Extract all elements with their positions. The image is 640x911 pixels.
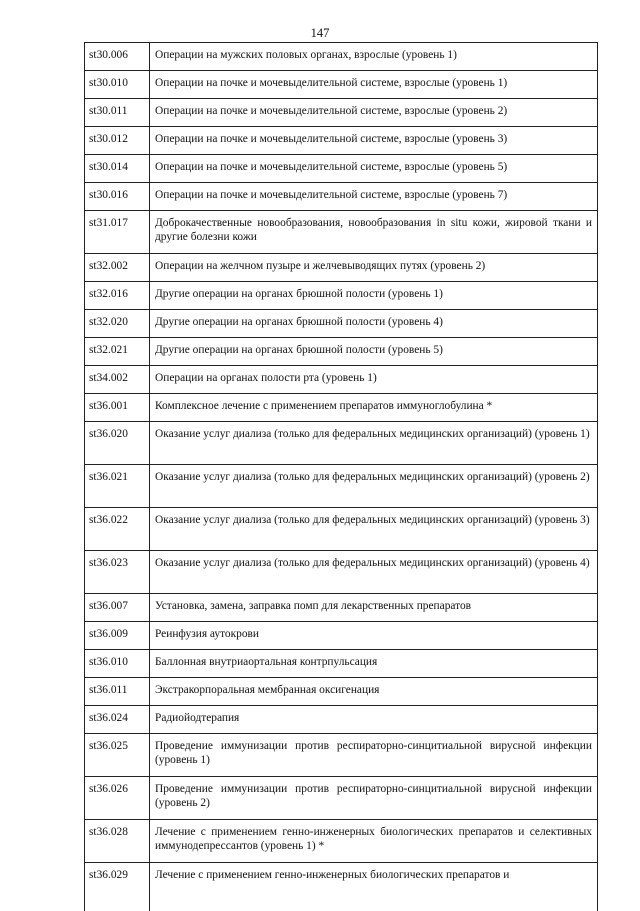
row-description: Оказание услуг диализа (только для федеральных медицинских организаций) (уровень 1): [150, 422, 598, 465]
table-row: [85, 254, 598, 282]
table-row: [85, 43, 598, 71]
row-code: st36.025: [85, 734, 150, 777]
row-code: st36.011: [85, 678, 150, 706]
table-row: [85, 127, 598, 155]
row-description: Оказание услуг диализа (только для федеральных медицинских организаций) (уровень 3): [150, 508, 598, 551]
row-code: st36.001: [85, 394, 150, 422]
row-description: Операции на органах полости рта (уровень 1): [150, 366, 598, 394]
table-row: [85, 422, 598, 465]
row-description: Другие операции на органах брюшной полости (уровень 4): [150, 310, 598, 338]
row-code: st30.012: [85, 127, 150, 155]
table-row: [85, 394, 598, 422]
table-row: [85, 338, 598, 366]
row-code: st36.021: [85, 465, 150, 508]
row-code: st36.023: [85, 551, 150, 594]
row-code: st36.028: [85, 820, 150, 863]
code-table: [84, 42, 598, 911]
row-description: Другие операции на органах брюшной полости (уровень 1): [150, 282, 598, 310]
page-number: 147: [0, 26, 640, 41]
row-description: Операции на почке и мочевыделительной системе, взрослые (уровень 2): [150, 99, 598, 127]
row-description: Оказание услуг диализа (только для федеральных медицинских организаций) (уровень 2): [150, 465, 598, 508]
table-row: [85, 71, 598, 99]
table-row: [85, 551, 598, 594]
row-code: st34.002: [85, 366, 150, 394]
row-code: st32.020: [85, 310, 150, 338]
row-description: Лечение с применением генно-инженерных биологических препаратов и: [150, 863, 598, 911]
row-code: st30.014: [85, 155, 150, 183]
table-row: [85, 820, 598, 863]
row-code: st36.009: [85, 622, 150, 650]
row-description: Установка, замена, заправка помп для лекарственных препаратов: [150, 594, 598, 622]
code-table-body: [85, 43, 598, 911]
table-row: [85, 650, 598, 678]
table-row: [85, 282, 598, 310]
row-code: st36.024: [85, 706, 150, 734]
table-row: [85, 211, 598, 254]
row-description: Доброкачественные новообразования, новообразования in situ кожи, жировой ткани и другие болезни кожи: [150, 211, 598, 254]
row-code: st36.022: [85, 508, 150, 551]
table-row: [85, 594, 598, 622]
table-row: [85, 465, 598, 508]
table-row: [85, 99, 598, 127]
row-code: st36.020: [85, 422, 150, 465]
row-code: st30.006: [85, 43, 150, 71]
table-row: [85, 734, 598, 777]
row-code: st36.010: [85, 650, 150, 678]
row-description: Лечение с применением генно-инженерных биологических препаратов и селективных иммунодепрессантов (уровень 1) *: [150, 820, 598, 863]
row-description: Операции на желчном пузыре и желчевыводящих путях (уровень 2): [150, 254, 598, 282]
table-row: [85, 777, 598, 820]
row-code: st32.016: [85, 282, 150, 310]
table-row: [85, 678, 598, 706]
row-code: st36.026: [85, 777, 150, 820]
row-code: st32.021: [85, 338, 150, 366]
table-row: [85, 155, 598, 183]
row-description: Баллонная внутриаортальная контрпульсация: [150, 650, 598, 678]
table-row: [85, 622, 598, 650]
row-description: Операции на почке и мочевыделительной системе, взрослые (уровень 7): [150, 183, 598, 211]
table-row: [85, 310, 598, 338]
row-code: st30.016: [85, 183, 150, 211]
row-code: st30.010: [85, 71, 150, 99]
table-row: [85, 863, 598, 911]
row-code: st36.029: [85, 863, 150, 911]
table-row: [85, 508, 598, 551]
row-description: Операции на почке и мочевыделительной системе, взрослые (уровень 3): [150, 127, 598, 155]
row-description: Оказание услуг диализа (только для федеральных медицинских организаций) (уровень 4): [150, 551, 598, 594]
row-code: st31.017: [85, 211, 150, 254]
row-description: Проведение иммунизации против респираторно-синцитиальной вирусной инфекции (уровень 2): [150, 777, 598, 820]
table-row: [85, 366, 598, 394]
row-description: Реинфузия аутокрови: [150, 622, 598, 650]
row-description: Операции на мужских половых органах, взрослые (уровень 1): [150, 43, 598, 71]
row-description: Проведение иммунизации против респираторно-синцитиальной вирусной инфекции (уровень 1): [150, 734, 598, 777]
table-row: [85, 183, 598, 211]
row-description: Операции на почке и мочевыделительной системе, взрослые (уровень 1): [150, 71, 598, 99]
row-code: st32.002: [85, 254, 150, 282]
row-code: st30.011: [85, 99, 150, 127]
row-description: Другие операции на органах брюшной полости (уровень 5): [150, 338, 598, 366]
row-description: Операции на почке и мочевыделительной системе, взрослые (уровень 5): [150, 155, 598, 183]
row-description: Комплексное лечение с применением препаратов иммуноглобулина *: [150, 394, 598, 422]
row-code: st36.007: [85, 594, 150, 622]
table-row: [85, 706, 598, 734]
row-description: Экстракорпоральная мембранная оксигенация: [150, 678, 598, 706]
row-description: Радиойодтерапия: [150, 706, 598, 734]
